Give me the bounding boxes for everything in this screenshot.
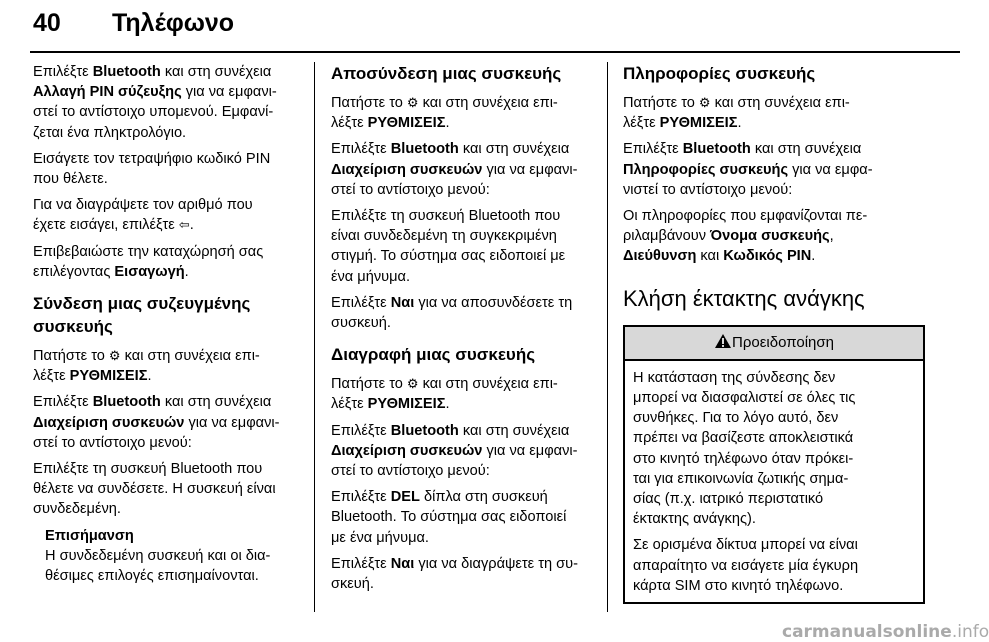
paragraph: Η κατάσταση της σύνδεσης δεν μπορεί να διασφαλιστεί σε όλες τις συνθήκες. Για το λόγο αυτό, δεν πρέπει να βασίζεστε αποκλειστικά στο κινητό τηλέφωνο όταν πρόκει- ται για επικοινωνία ζωτικής σημα- σίας (π.χ. ιατρικό περιστατικό έκτακτης ανάγκης). <box>633 369 856 528</box>
menu-term: ΡΥΘΜΙΣΕΙΣ <box>69 368 148 385</box>
section-heading: Πληροφορίες συσκευής <box>623 64 816 83</box>
page-number: 40 <box>33 9 61 37</box>
menu-term: Εισαγωγή <box>114 263 185 280</box>
page-title: Τηλέφωνο <box>112 9 235 37</box>
paragraph: Επιλέξτε DEL δίπλα στη συσκευή Bluetooth. Το σύστημα σας ειδοποιεί με ένα μήνυμα. <box>331 489 567 546</box>
menu-term: ΡΥΘΜΙΣΕΙΣ <box>659 115 738 132</box>
menu-term: Bluetooth <box>92 394 161 411</box>
column-divider <box>314 62 315 612</box>
paragraph: Επιλέξτε Ναι για να διαγράψετε τη συ- σκευή. <box>331 555 579 593</box>
paragraph: Για να διαγράψετε τον αριθμό που έχετε εισάγει, επιλέξτε ⇦. <box>33 195 303 235</box>
paragraph: Οι πληροφορίες που εμφανίζονται πε- ριλαμβάνουν Όνομα συσκευής, Διεύθυνση και Κωδικός PIN. <box>623 208 868 265</box>
warning-box <box>623 325 925 604</box>
menu-term: Ναι <box>390 294 415 311</box>
warning-triangle-icon <box>714 333 732 349</box>
paragraph: Επιλέξτε Bluetooth και στη συνέχεια Διαχείριση συσκευών για να εμφανι- στεί το αντίστοιχο μενού: <box>33 394 280 451</box>
menu-term: DEL <box>390 489 420 506</box>
header-rule <box>30 51 960 53</box>
menu-term: Bluetooth <box>390 422 459 439</box>
menu-term: Διεύθυνση <box>623 248 697 265</box>
warning-body <box>625 361 923 602</box>
menu-term: Όνομα συσκευής <box>710 228 830 245</box>
column-1 <box>33 62 303 586</box>
section-heading: Διαγραφή μιας συσκευής <box>331 345 536 365</box>
section-heading: Σύνδεση μιας συζευγμένης συσκευής <box>33 294 251 337</box>
note-box: Επισήμανση Η συνδεδεμένη συσκευή και οι δια- θέσιμες επιλογές επισημαίνονται. <box>45 526 303 587</box>
menu-term: Κωδικός PIN <box>723 248 812 265</box>
menu-term: ΡΥΘΜΙΣΕΙΣ <box>367 115 446 132</box>
gear-icon: ⚙ <box>108 348 121 364</box>
paragraph: Επιλέξτε Bluetooth και στη συνέχεια Διαχείριση συσκευών για να εμφανι- στεί το αντίστοιχο μενού: <box>331 422 578 480</box>
menu-term: ΡΥΘΜΙΣΕΙΣ <box>367 396 446 413</box>
menu-term: Bluetooth <box>682 141 751 158</box>
menu-term: Διαχείριση συσκευών <box>331 442 483 459</box>
paragraph: Πατήστε το ⚙ και στη συνέχεια επι- λέξτε ΡΥΘΜΙΣΕΙΣ. <box>331 376 558 413</box>
gear-icon: ⚙ <box>406 376 419 392</box>
page-header <box>30 3 960 55</box>
paragraph: Επιλέξτε Ναι για να αποσυνδέσετε τη συσκευή. <box>331 294 573 332</box>
menu-term: Πληροφορίες συσκευής <box>623 161 789 178</box>
paragraph: Πατήστε το ⚙ και στη συνέχεια επι- λέξτε ΡΥΘΜΙΣΕΙΣ. <box>331 95 558 132</box>
backspace-icon: ⇦ <box>178 217 190 233</box>
chapter-heading: Κλήση έκτακτης ανάγκης <box>623 285 865 311</box>
warning-header <box>625 327 923 361</box>
gear-icon: ⚙ <box>698 95 711 110</box>
paragraph: Σε ορισμένα δίκτυα μπορεί να είναι απαραίτητο να εισάγετε μία έγκυρη κάρτα SIM στο κινητό τηλέφωνο. <box>633 537 859 594</box>
paragraph: Επιλέξτε Bluetooth και στη συνέχεια Διαχείριση συσκευών για να εμφανι- στεί το αντίστοιχο μενού: <box>331 141 578 198</box>
menu-term: Αλλαγή PIN σύζευξης <box>33 84 182 101</box>
warning-title: Προειδοποίηση <box>732 333 834 351</box>
menu-term: Ναι <box>390 555 415 572</box>
column-2 <box>331 62 601 600</box>
paragraph: Επιλέξτε Bluetooth και στη συνέχεια Πληροφορίες συσκευής για να εμφα- νιστεί το αντίστοιχο μενού: <box>623 141 873 198</box>
paragraph: Επιλέξτε Bluetooth και στη συνέχεια Αλλαγή PIN σύζευξης για να εμφανι- στεί το αντίστοιχο υπομενού. Εμφανί- ζεται ένα πληκτρολόγιο. <box>33 64 277 141</box>
paragraph: Πατήστε το ⚙ και στη συνέχεια επι- λέξτε ΡΥΘΜΙΣΕΙΣ. <box>33 348 260 385</box>
menu-term: Διαχείριση συσκευών <box>331 161 483 178</box>
paragraph: Πατήστε το ⚙ και στη συνέχεια επι- λέξτε ΡΥΘΜΙΣΕΙΣ. <box>623 95 850 132</box>
column-3 <box>623 62 925 604</box>
paragraph: Εισάγετε τον τετραψήφιο κωδικό PIN που θέλετε. <box>33 150 271 188</box>
menu-term: Bluetooth <box>390 141 459 158</box>
watermark-link[interactable]: carmanualsonline.info <box>782 622 989 642</box>
paragraph: Επιβεβαιώστε την καταχώρησή σας επιλέγοντας Εισαγωγή. <box>33 243 264 280</box>
column-divider <box>607 62 608 612</box>
menu-term: Διαχείριση συσκευών <box>33 414 185 431</box>
paragraph: Επιλέξτε τη συσκευή Bluetooth που είναι συνδεδεμένη τη συγκεκριμένη στιγμή. Το σύστημα σας ειδοποιεί με ένα μήνυμα. <box>331 208 566 285</box>
note-title: Επισήμανση <box>45 527 134 544</box>
menu-term: Bluetooth <box>92 64 161 80</box>
gear-icon: ⚙ <box>406 95 419 110</box>
section-heading: Αποσύνδεση μιας συσκευής <box>331 64 562 83</box>
paragraph: Επιλέξτε τη συσκευή Bluetooth που θέλετε να συνδέσετε. Η συσκευή είναι συνδεδεμένη. <box>33 461 276 518</box>
